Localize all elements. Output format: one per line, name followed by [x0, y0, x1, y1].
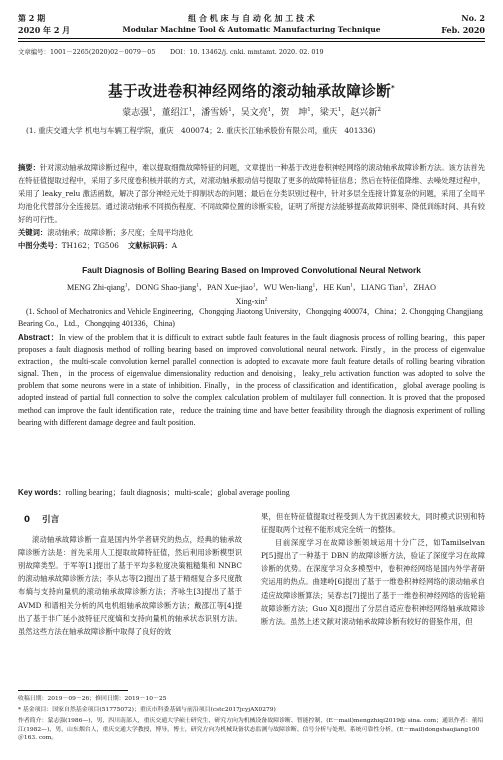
author-en: LIANG Tian$^1$ — [361, 282, 406, 292]
clc-code: TH162；TG506 — [61, 241, 119, 250]
author-en: DONG Shao-jiang$^1$ — [135, 282, 199, 292]
doc-code-label: 文献标识码： — [128, 241, 172, 250]
classification-cn — [18, 239, 485, 252]
author-cn: 赵兴新$^2$ — [350, 107, 381, 118]
title-footnote-mark: * — [391, 84, 395, 93]
section-number: 0 — [24, 515, 30, 525]
footnote-author-intro: 作者简介：蒙志强(1986—)，男，四川南部人，重庆交通大学硕士研究生，研究方向为机械设备故障诊断、智能控制，(E－mail)mengzhiqi2019@ sina. com；通讯作者：董绍江(1982—)，男，山东烟台人，重庆交通大学教授，博导，博士，研究方向为机械设备状态监测与故障诊断、信号分析与处理、系统可靠性分析，(E－mail)dongshaojiang100＠163. com。 — [18, 718, 484, 742]
body-column-right — [261, 510, 485, 628]
author-cn: 潘雪娇$^1$ — [201, 107, 232, 118]
keywords-text-cn: 滚动轴承；故障诊断；多尺度；全局平均池化 — [47, 228, 194, 237]
affiliation-cn: (1. 重庆交通大学 机电与车辆工程学院，重庆 400074；2. 重庆长江轴承股份有限公司，重庆 401336) — [26, 126, 376, 135]
author-en: WU Wen-liang$^1$ — [263, 282, 316, 292]
author-cn: 吴文亮$^1$ — [240, 107, 272, 118]
abstract-en — [18, 332, 485, 429]
section-title: 引言 — [42, 515, 60, 525]
clc-label: 中图分类号： — [18, 241, 62, 250]
issue-no: No. 2 — [461, 13, 485, 23]
body-paragraph: 目前深度学习在故障诊断领域运用十分广泛，如Tamilselvan P[5]提出了一种基于 DBN 的故障诊断方法，验证了深度学习在故障诊断的优势。在深度学习众多模型中，卷积神经网络是国内外学者研究运用的热点。曲建岭[6]提出了基于一维卷积神经网络的滚动轴承自适应故障诊断算法；吴春志[7]提出了基于一维卷积神经网络的齿轮箱故障诊断方法；Guo X[8]提出了分层自适应卷积神经网络轴承故障诊断方法。虽然上述文献对滚动轴承故障诊断有较好的借鉴作用，但 — [261, 538, 485, 626]
footnote-rule — [18, 690, 128, 691]
author-cn: 董绍江$^1$ — [161, 107, 193, 118]
doc-code: A — [171, 241, 178, 250]
header-rule-thin — [18, 41, 485, 42]
section-heading — [24, 514, 242, 527]
abstract-text-en: In view of the problem that it is difficult to extract subtle fault features in the fault diagnosis process of rolling bearing，this paper proposes a fault diagnosis method of rolling bearing based on improved convolutional neural network. Firstly，in the process of eigenvalue extraction，the multi-scale convolution kernel parallel connection is adopted to excavate more fault feature details of rolling bearing vibration signal. Then，in the process of eigenvalue dimensionality reduction and denoising，leaky_relu activation function was adopted to solve the problem that some neurons were in a state of inhibition. Finally，in the process of classification and identification，global average pooling is adopted instead of partial full connection to solve the complex calculation problem of multilayer full connection. It is proved that the proposed method can improve the fault identification rate，reduce the training time and have better feasibility through the diagnosis experiment of rolling bearing with different damage degree and fault position. — [18, 333, 485, 427]
body-column-left — [18, 510, 242, 638]
paper-title-cn-text: 基于改进卷积神经网络的滚动轴承故障诊断 — [108, 83, 391, 100]
author-list-cn: 蒙志强$^1$，董绍江$^1$，潘雪娇$^1$，吴文亮$^1$，贺 坤$^1$，梁天$^1$，赵兴新$^2$ — [122, 107, 381, 118]
article-info — [18, 47, 485, 56]
issue-cn: 第 2 期 — [18, 13, 46, 23]
author-cn: 梁天$^1$ — [319, 107, 342, 118]
abstract-label-cn: 摘要： — [18, 163, 40, 172]
body-paragraph: 果，但在特征值提取过程受到人为干扰因素较大，同时模式识别和特征提取两个过程不能形成完全统一的整体。 — [261, 512, 485, 535]
abstract-text-cn: 针对滚动轴承故障诊断过程中，难以提取细微故障特征的问题，文章提出一种基于改进卷积神经网络的滚动轴承故障诊断方法。该方法首先在特征值提取过程中，采用了多尺度卷积核并联的方式，对滚动轴承振动信号提取了更多的故障特征信息；然后在特征值降维、去噪处理过程中，采用了 leaky_relu 激活函数，解决了部分神经元处于抑制状态的问题；最后在分类识别过程中，针对多层全连接计算复杂的问题，采用了全局平均池化代替部分全连接层。通过滚动轴承不同损伤程度、不同故障位置的诊断实验，证明了所提方法能够提高故障识别率、降低训练时间、具有较好的可行性。 — [18, 163, 485, 224]
keywords-text-en: rolling bearing；fault diagnosis；multi-scale；global average pooling — [65, 488, 290, 497]
keywords-en — [18, 487, 485, 498]
date-cn: 2020 年 2 月 — [18, 25, 71, 35]
paper-title-en: Fault Diagnosis of Bolling Bearing Based on Improved Convolutional Neural Network — [82, 265, 421, 275]
doi-link[interactable]: DOI：10. 13462/j. cnki. mmtamt. 2020. 02. 019 — [170, 48, 324, 56]
body-paragraph: 滚动轴承故障诊断一直是国内外学者研究的热点，经典的轴承故障诊断方法是：首先采用人工提取故障特征值，然后利用诊断模型识别故障类型。于军等[1]提出了基于平均多粒度决策粗糙集和 NNBC 的滚动轴承故障诊断方法；李从志等[2]提出了基于精细复合多尺度散布熵与支持向量机的滚动轴承故障诊断方法；齐咏生[3]提出了基于 AVMD 和谱相关分析的风电机组轴承故障诊断方法；戴邵江等[4]提出了基于非广延小波特征尺度熵和支持向量机的轴承状态识别方法。虽然这些方法在轴承故障诊断中取得了良好的效 — [18, 535, 242, 636]
author-en: PAN Xue-jiao$^1$ — [207, 282, 256, 292]
keywords-label-cn: 关键词： — [18, 228, 48, 237]
abstract-label-en: Abstract： — [18, 333, 60, 342]
author-en: MENG Zhi-qiang$^1$ — [67, 282, 128, 292]
journal-name-cn: 组 合 机 床 与 自 动 化 加 工 技 术 — [188, 13, 315, 23]
journal-name-en: Modular Machine Tool & Automatic Manufacturing Technique — [122, 25, 381, 34]
footnote-fund: * 基金项目：国家自然基金项目(51775072)；重庆市科委基础与前沿项目(cstc2017jcyjAX0279) — [18, 707, 276, 713]
header-rule-thick — [18, 38, 485, 39]
author-cn: 贺 坤$^1$ — [280, 107, 311, 118]
author-en: ZHAO Xing-xin$^2$ — [235, 282, 436, 307]
keywords-label-en: Key words： — [18, 488, 66, 497]
keywords-cn — [18, 226, 485, 239]
abstract-cn — [18, 161, 485, 226]
author-en: HE Kun$^1$ — [323, 282, 353, 292]
author-list-en: MENG Zhi-qiang$^1$，DONG Shao-jiang$^1$，PAN Xue-jiao$^1$，WU Wen-liang$^1$，HE Kun$^1$，LIANG Tian$^1$，ZHAO Xing-xin$^2$ — [67, 282, 436, 307]
date-en: Feb. 2020 — [441, 25, 485, 35]
author-cn: 蒙志强$^1$ — [122, 107, 153, 118]
article-id: 文章编号：1001－2265(2020)02－0079－05 — [18, 48, 156, 56]
affiliation-en: (1. School of Mechatronics and Vehicle Engineering，Chongqing Jiaotong University，Chongqing 400074，China；2. Chongqing Changjiang Bearing Co.，Ltd.，Chongqing 401336，China) — [18, 307, 483, 328]
footnote-received: 收稿日期：2019－09－26；修回日期：2019－10－25 — [18, 696, 167, 702]
paper-title-cn — [18, 80, 485, 101]
